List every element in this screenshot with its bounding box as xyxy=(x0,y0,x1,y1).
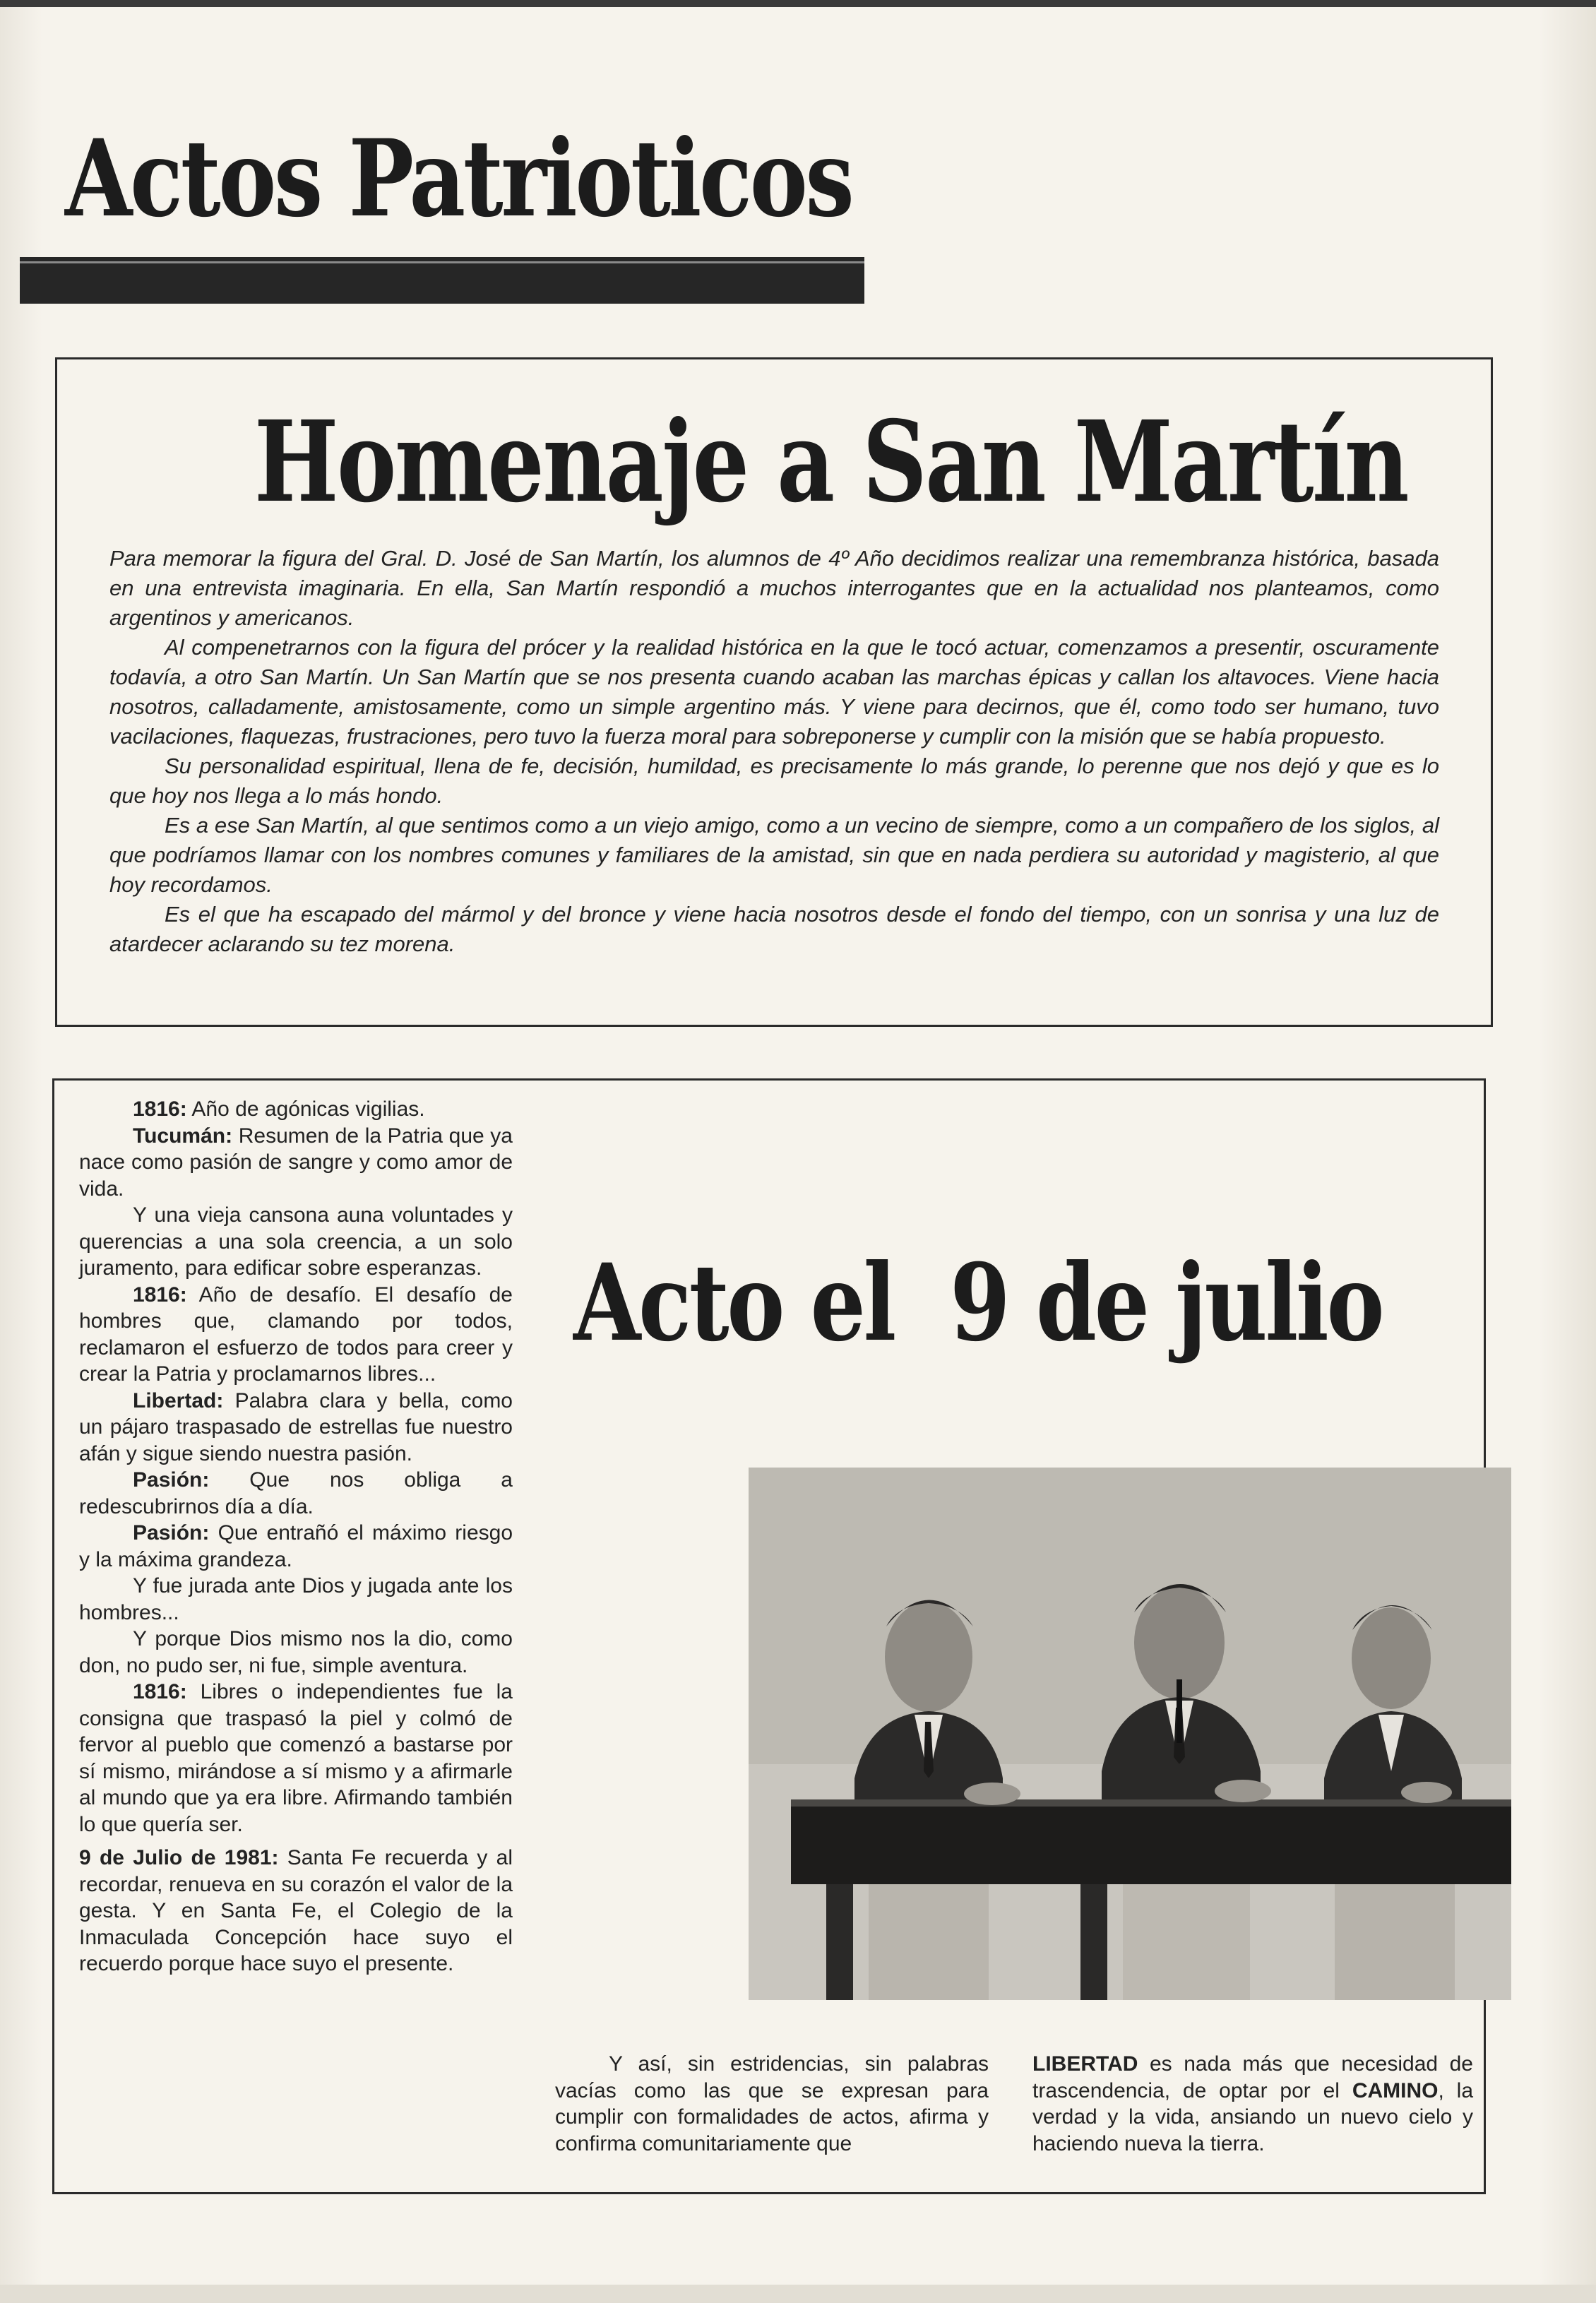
students-photo-illustration xyxy=(749,1468,1511,2000)
closing-text: Santa Fe recuerda y al recordar, renueva en su corazón el valor de la gesta. Y en Santa Fe, el Colegio de la Inmaculada Concepción hace suyo el recuerdo porque hace suyo el presente. xyxy=(79,1846,513,1975)
poem-lead: Pasión: xyxy=(133,1468,210,1492)
libertad-word: LIBERTAD xyxy=(1032,2052,1138,2076)
top-edge xyxy=(0,0,1596,7)
poem-text: Y fue jurada ante Dios y jugada ante los hombres... xyxy=(79,1574,513,1624)
homenaje-paragraph: Su personalidad espiritual, llena de fe, decisión, humildad, es precisamente lo más grande, lo perenne que nos dejó y que es lo que hoy nos llega a lo más hondo. xyxy=(109,754,1439,808)
poem-lead: Libertad: xyxy=(133,1388,224,1412)
middle-column xyxy=(555,2051,989,2157)
right-paragraph xyxy=(1032,2051,1473,2157)
poem-text: Libres o independientes fue la consigna que traspasó la piel y colmó de fervor al pueblo que comenzó a bastarse por sí mismo, mirándose a sí mismo y a afirmarle al mundo que ya era libre. Afirmando también lo que quería ser. xyxy=(79,1680,513,1836)
poem-text: Año de agónicas vigilias. xyxy=(186,1097,425,1121)
poem-lead: 1816: xyxy=(133,1097,187,1121)
poem-lead: Tucumán: xyxy=(133,1124,233,1148)
closing-lead: 9 de Julio de 1981: xyxy=(79,1846,279,1869)
acto-title: Acto el 9 de julio xyxy=(573,1241,1383,1365)
poem-closing xyxy=(79,1845,513,1977)
poem-stanza xyxy=(79,1520,513,1573)
poem-text: Y una vieja cansona auna voluntades y querencias a una sola creencia, a un solo juramento, para edificar sobre esperanzas. xyxy=(79,1203,513,1280)
poem-stanza xyxy=(79,1282,513,1388)
poem-stanza xyxy=(79,1573,513,1626)
poem-text: Año de desafío. El desafío de hombres que, clamando por todos, reclamaron el esfuerzo de todos para creer y crear la Patria y proclamarnos libres... xyxy=(79,1283,513,1386)
poem-text: Y porque Dios mismo nos la dio, como don, no pudo ser, ni fue, simple aventura. xyxy=(79,1627,513,1677)
homenaje-paragraph: Al compenetrarnos con la figura del prócer y la realidad histórica en la que le tocó actuar, comenzamos a presentir, oscuramente todavía, a otro San Martín. Un San Martín que se nos presenta cuando acaban las marchas épicas y callan los altavoces. Viene hacia nosotros, calladamente, amistosamente, como un simple argentino más. Y viene para decirnos, que él, como todo ser humano, tuvo vacilaciones, flaquezas, frustraciones, pero tuvo la fuerza moral para sobreponerse y cumplir con la misión que se había propuesto. xyxy=(109,635,1439,749)
poem-stanza xyxy=(79,1679,513,1838)
middle-paragraph: Y así, sin estridencias, sin palabras vacías como las que se expresan para cumplir con formalidades de actos, afirma y confirma comunitariamente que xyxy=(555,2052,989,2155)
homenaje-title: Homenaje a San Martín xyxy=(254,397,1408,528)
homenaje-paragraph: Es el que ha escapado del mármol y del bronce y viene hacia nosotros desde el fondo del tiempo, con un sonrisa y una luz de atardecer aclarando su tez morena. xyxy=(109,902,1439,956)
poem-stanza xyxy=(79,1388,513,1468)
poem-stanza xyxy=(79,1202,513,1282)
title-rule xyxy=(20,257,864,304)
poem-text: Que entrañó el máximo riesgo y la máxima grandeza. xyxy=(79,1521,513,1571)
poem-lead: 1816: xyxy=(133,1680,187,1703)
poem-text: Que nos obliga a redescubrirnos día a día. xyxy=(79,1468,513,1518)
students-photo xyxy=(749,1468,1511,2000)
poem-column xyxy=(79,1096,513,1977)
bottom-edge xyxy=(0,2285,1596,2303)
poem-stanza xyxy=(79,1626,513,1679)
right-column xyxy=(1032,2051,1473,2157)
section-title: Actos Patrioticos xyxy=(65,117,852,241)
poem-text: Palabra clara y bella, como un pájaro traspasado de estrellas fue nuestro afán y sigue siendo nuestra pasión. xyxy=(79,1388,513,1465)
poem-stanza xyxy=(79,1467,513,1520)
homenaje-text xyxy=(109,544,1439,959)
poem-stanza xyxy=(79,1096,513,1123)
poem-lead: 1816: xyxy=(133,1283,187,1307)
right-text-1: es nada más que necesidad de trascendencia, de optar por el xyxy=(1032,2052,1473,2102)
poem-text: Resumen de la Patria que ya nace como pasión de sangre y como amor de vida. xyxy=(79,1124,513,1201)
right-text-2: , la verdad y la vida, ansiando un nuevo cielo y haciendo nueva la tierra. xyxy=(1032,2078,1473,2155)
homenaje-paragraph: Para memorar la figura del Gral. D. José de San Martín, los alumnos de 4º Año decidimos realizar una remembranza histórica, basada en una entrevista imaginaria. En ella, San Martín respondió a muchos interrogantes que en la actualidad nos planteamos, como argentinos y americanos. xyxy=(109,546,1439,630)
poem-stanza xyxy=(79,1123,513,1203)
poem-lead: Pasión: xyxy=(133,1521,210,1545)
camino-word: CAMINO xyxy=(1352,2078,1439,2102)
homenaje-paragraph: Es a ese San Martín, al que sentimos como a un viejo amigo, como a un vecino de siempre, como a un compañero de los siglos, al que podríamos llamar con los nombres comunes y familiares de la amistad, sin que en nada perdiera su autoridad y magisterio, al que hoy recordamos. xyxy=(109,813,1439,897)
